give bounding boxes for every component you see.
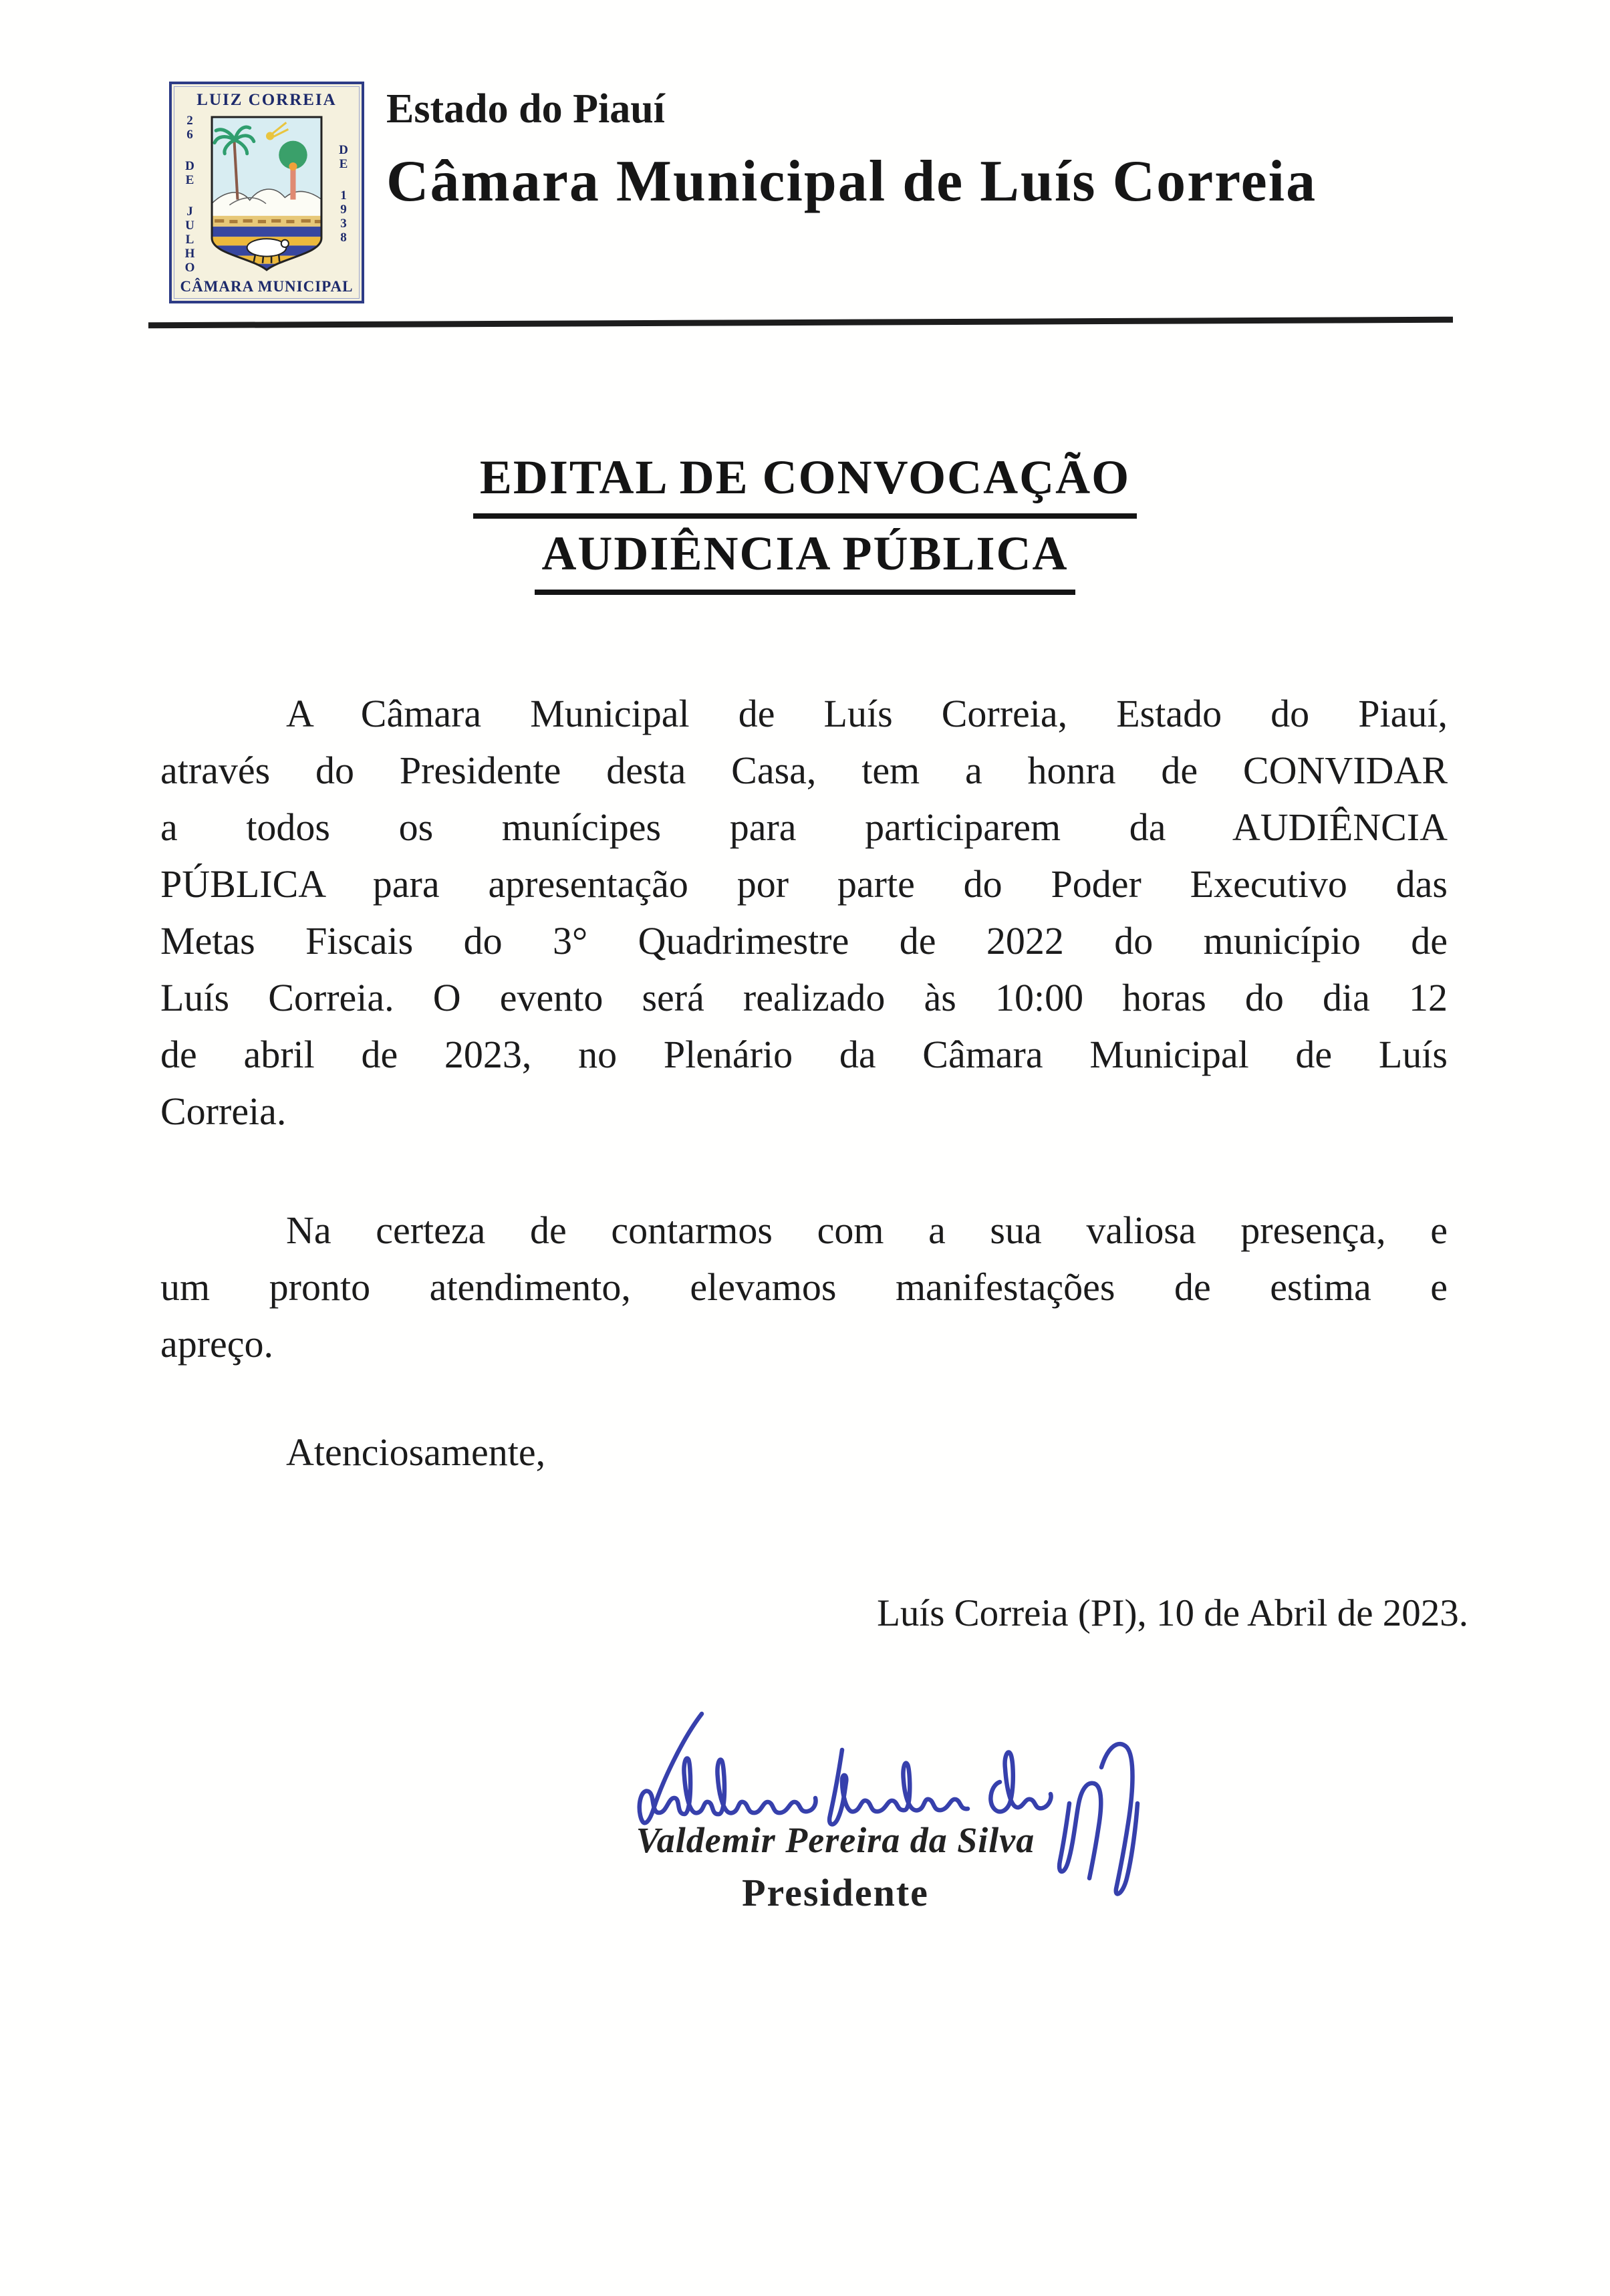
place-and-date-line: Luís Correia (PI), 10 de Abril de 2023. bbox=[877, 1592, 1468, 1634]
paragraph-1 bbox=[160, 685, 1448, 1140]
title-line1: EDITAL DE CONVOCAÇÃO bbox=[473, 442, 1137, 519]
paragraph-line: PÚBLICA para apresentação por parte do Poder Executivo das bbox=[160, 862, 1448, 906]
title-line2: AUDIÊNCIA PÚBLICA bbox=[535, 519, 1075, 595]
signer-name: Valdemir Pereira da Silva bbox=[636, 1820, 1035, 1860]
letterhead bbox=[386, 86, 1317, 215]
document-title bbox=[0, 442, 1610, 595]
emblem-top-text: LUIZ CORREIA bbox=[196, 91, 337, 109]
paragraph-line: A Câmara Municipal de Luís Correia, Estado do Piauí, bbox=[286, 692, 1448, 735]
paragraph-line: de abril de 2023, no Plenário da Câmara Municipal de Luís bbox=[160, 1033, 1448, 1076]
closing-salutation: Atenciosamente, bbox=[286, 1430, 546, 1474]
paragraph-line: Luís Correia. O evento será realizado às 10:00 horas do dia 12 bbox=[160, 976, 1448, 1019]
emblem-left-vertical-text: 2 6 D E J U L H O bbox=[184, 113, 195, 275]
paragraph-line: através do Presidente desta Casa, tem a honra de CONVIDAR bbox=[160, 749, 1448, 792]
paragraph-line: Correia. bbox=[160, 1090, 287, 1133]
shield-icon bbox=[209, 114, 324, 273]
institution-line: Câmara Municipal de Luís Correia bbox=[386, 149, 1317, 214]
paragraph-2 bbox=[160, 1202, 1448, 1372]
municipal-coat-of-arms-icon bbox=[169, 82, 364, 303]
emblem-bottom-text: CÂMARA MUNICIPAL bbox=[180, 278, 354, 295]
emblem-right-vertical-text: D E 1 9 3 8 bbox=[339, 143, 348, 245]
signer-role: Presidente bbox=[742, 1871, 929, 1914]
paragraph-line: apreço. bbox=[160, 1322, 274, 1366]
state-line: Estado do Piauí bbox=[386, 86, 665, 132]
emblem-middle bbox=[172, 110, 362, 278]
paragraph-line: um pronto atendimento, elevamos manifestações de estima e bbox=[160, 1265, 1448, 1309]
handwritten-signature-icon bbox=[601, 1703, 1150, 1904]
paragraph-line: Na certeza de contarmos com a sua valiosa presença, e bbox=[286, 1208, 1448, 1252]
paragraph-line: Metas Fiscais do 3° Quadrimestre de 2022 do município de bbox=[160, 919, 1448, 963]
header-divider bbox=[148, 317, 1453, 329]
paragraph-line: a todos os munícipes para participarem da AUDIÊNCIA bbox=[160, 805, 1448, 849]
